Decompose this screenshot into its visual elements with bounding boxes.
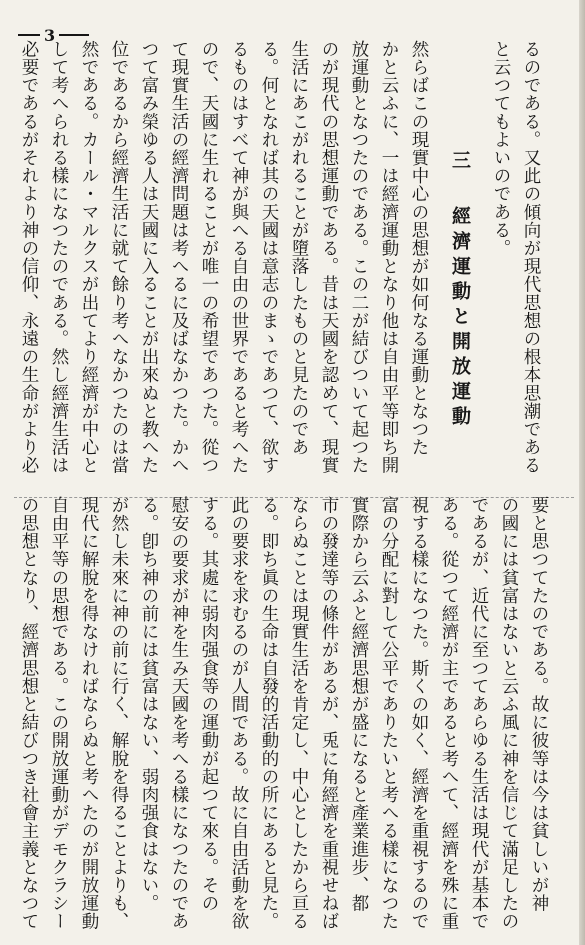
lower-text-line: ある。從つて經濟が主であると考へて、經濟を殊に重 — [439, 496, 459, 931]
upper-text-line: つて富み榮ゆる人は天國に入ることが出來ぬと教へた — [139, 40, 159, 475]
upper-text-block — [14, 40, 580, 498]
upper-text-line: 放運動となつたのである。この二が結びついて起つた — [349, 40, 369, 475]
lower-text-line: 要と思つてたのである。故に彼等は今は貧しいが神 — [529, 496, 549, 913]
lower-text-block — [14, 496, 580, 936]
lower-text-line: であるが、近代に至つてあらゆる生活は現代が基本で — [469, 496, 489, 931]
lower-text-line: 自由平等の思想である。この開放運動がデモクラシー — [49, 496, 69, 931]
upper-text-line: 位であるから經濟生活に就て餘り考へなかつたのは當 — [109, 40, 129, 475]
lower-text-line: 此の要求を求むるのが人間である。故に自由活動を欲 — [229, 496, 249, 931]
upper-text-line: ので、天國に生れることが唯一の希望であつた。從つ — [199, 40, 219, 475]
lower-text-line: 視する樣になつた。斯くの如く、經濟を重視するので — [409, 496, 429, 931]
page-number-text: 3 — [44, 25, 56, 45]
lower-text-line: の思想となり、經濟思想と結びつき社會主義となつて — [19, 496, 39, 931]
lower-text-line: 慰安の要求が神を生み天國を考へる樣になつたのであ — [169, 496, 189, 931]
upper-text-line: るものはすべて神が與へる自由の世界であると考へた — [229, 40, 249, 475]
upper-text-line: るのである。又此の傾向が現代思想の根本思潮である — [521, 40, 541, 475]
upper-text-line: 然である。カール・マルクスが出てより經濟が中心と — [79, 40, 99, 475]
page-number-rule-left — [18, 34, 40, 36]
lower-text-line: 實際から云ふと經濟思想が盛になると產業進步、都 — [349, 496, 369, 913]
spacer — [434, 40, 442, 498]
section-heading — [442, 40, 478, 498]
lower-text-line: る。即ち眞の生命は自發的活動的の所にあると見た。 — [259, 496, 279, 931]
lower-text-line: 現代に解脫を得なければならぬと考へたのが開放運動 — [79, 496, 99, 931]
page-number-rule-right — [59, 34, 89, 36]
upper-text-line: る。何となれば其の天國は意志のまゝであつて、欲す — [259, 40, 279, 475]
lower-text-line: する。其處に弱肉强食等の運動が起つて來る。その — [199, 496, 219, 913]
upper-text-line: 生活にあこがれることが墮落したものと見たのであ — [289, 40, 309, 457]
lower-text-line: ならぬことは現實生活を肯定し、中心としたから亘る — [289, 496, 309, 931]
upper-text-line: 然らばこの現實中心の思想が如何なる運動となつた — [409, 40, 429, 457]
lower-text-line: 市の發達等の條件があるが、兎に角經濟を重視せねば — [319, 496, 339, 931]
spacer — [478, 40, 486, 498]
lower-text-line: 富の分配に對して公平でありたいと考へる樣になつた — [379, 496, 399, 931]
lower-text-line: の國には貧富はないと云ふ風に神を信じて滿足したの — [499, 496, 519, 931]
section-title: 經濟運動と開放運動 — [449, 205, 471, 431]
upper-text-line: かと云ふに、一は經濟運動となり他は自由平等即ち開 — [379, 40, 399, 475]
upper-text-line: 必要であるがそれより神の信仰、永遠の生命がより必 — [19, 40, 39, 475]
section-number: 三 — [449, 150, 471, 175]
page-edge — [579, 0, 585, 945]
upper-text-line: のが現代の思想運動である。昔は天國を認めて、現實 — [319, 40, 339, 475]
lower-text-line: が然し未來に神の前に行く、解脫を得ることよりも、 — [109, 496, 129, 931]
upper-text-line: て現實生活の經濟問題は考へるに及ばなかつた。かへ — [169, 40, 189, 475]
upper-text-line: して考へられる樣になつたのである。然し經濟生活は — [49, 40, 69, 475]
lower-text-line: る。卽ち神の前には貧富はない、弱肉强食はない。 — [139, 496, 159, 913]
upper-text-line: と云つてもよいのである。 — [491, 40, 511, 258]
